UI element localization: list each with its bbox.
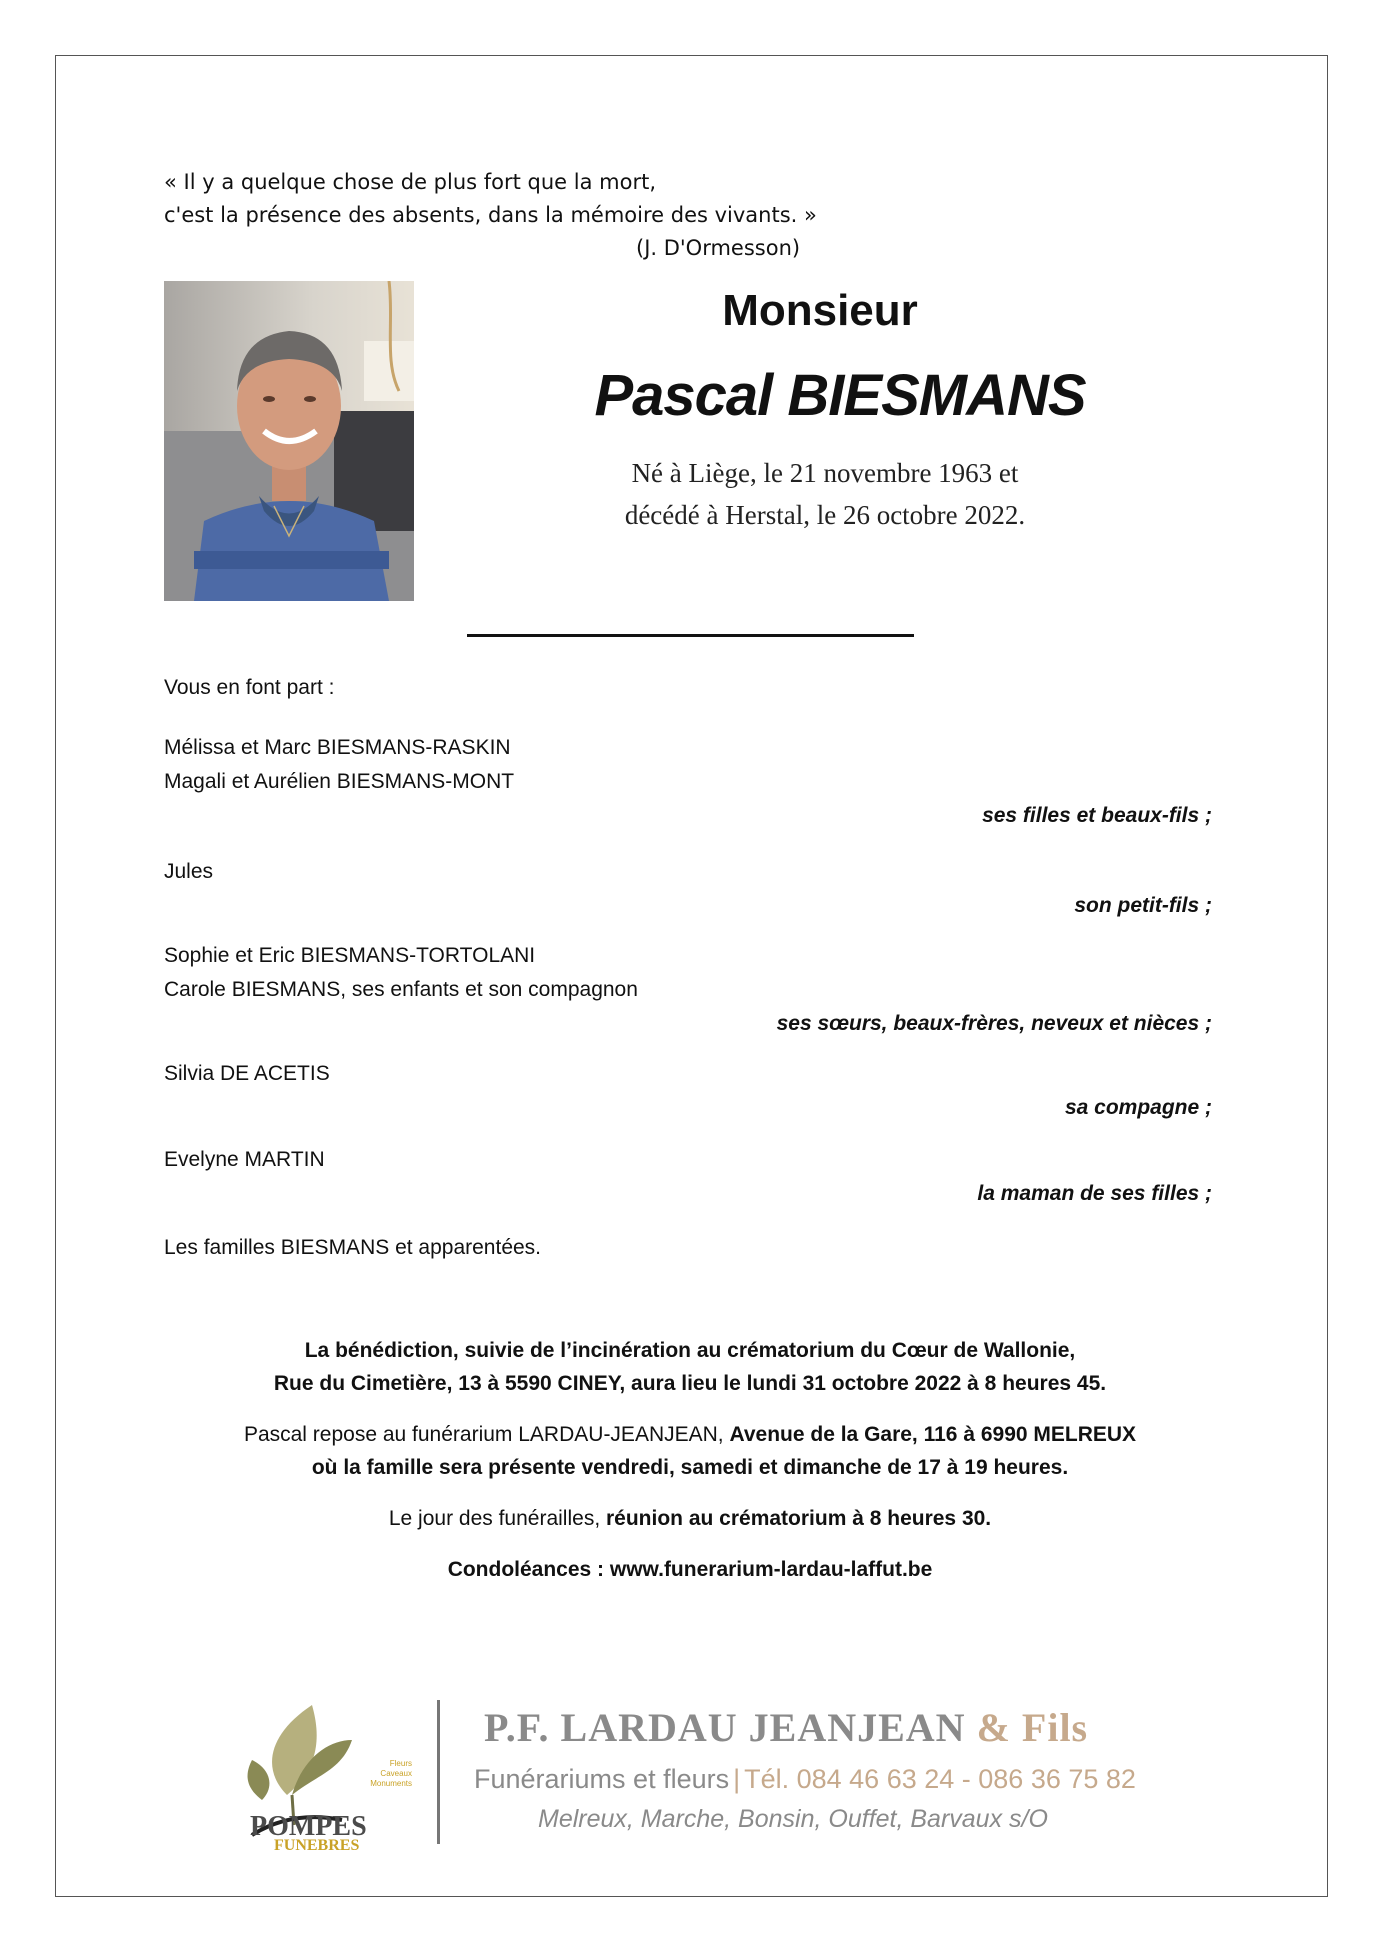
logo-divider xyxy=(437,1700,440,1844)
family-relation: sa compagne ; xyxy=(1064,1096,1212,1119)
repose-text: Pascal repose au funérarium LARDAU-JEANJEAN, xyxy=(243,1423,730,1446)
quote-author: (J. D'Ormesson) xyxy=(636,236,801,260)
family-name: Jules xyxy=(164,860,214,883)
brand-fils: Fils xyxy=(1021,1705,1089,1750)
brand-subtitle: Funérariums et fleurs xyxy=(474,1764,730,1794)
meeting-time: réunion au crématorium à 8 heures 30. xyxy=(606,1507,992,1530)
logo-text-bottom: FUNEBRES xyxy=(274,1837,360,1854)
visiting-hours: où la famille sera présente vendredi, samedi et dimanche de 17 à 19 heures. xyxy=(311,1456,1069,1479)
funeral-home-contact xyxy=(474,1764,1136,1795)
birth-line: Né à Liège, le 21 novembre 1963 et xyxy=(631,458,1019,488)
family-intro: Vous en font part : xyxy=(164,676,335,699)
ceremony-announcement xyxy=(120,1334,1260,1400)
quote-line-1: « Il y a quelque chose de plus fort que la mort, xyxy=(164,170,657,194)
funeral-home-locations: Melreux, Marche, Bonsin, Ouffet, Barvaux s/O xyxy=(538,1805,1048,1833)
meeting-text: Le jour des funérailles, xyxy=(388,1507,606,1530)
brand-pf: P.F. xyxy=(484,1705,550,1750)
family-closing: Les familles BIESMANS et apparentées. xyxy=(164,1236,542,1259)
condolences-link: Condoléances : www.funerarium-lardau-laffut.be xyxy=(447,1558,933,1581)
brand-amp: & xyxy=(976,1705,1011,1750)
family-name: Carole BIESMANS, ses enfants et son compagnon xyxy=(164,978,638,1001)
portrait-photo xyxy=(164,281,414,601)
ceremony-line-2: Rue du Cimetière, 13 à 5590 CINEY, aura lieu le lundi 31 octobre 2022 à 8 heures 45. xyxy=(273,1372,1107,1395)
family-name: Evelyne MARTIN xyxy=(164,1148,325,1171)
logo-side-2: Caveaux xyxy=(380,1769,412,1778)
family-name: Magali et Aurélien BIESMANS-MONT xyxy=(164,770,515,793)
repose-info xyxy=(120,1418,1260,1484)
death-line: décédé à Herstal, le 26 octobre 2022. xyxy=(624,500,1026,530)
logo-side-1: Fleurs xyxy=(389,1759,412,1768)
meeting-info xyxy=(120,1502,1260,1535)
deceased-name: Pascal BIESMANS xyxy=(594,363,1086,428)
family-relation: son petit-fils ; xyxy=(1074,894,1212,917)
separator-rule xyxy=(467,634,914,637)
brand-phone: Tél. 084 46 63 24 - 086 36 75 82 xyxy=(744,1764,1136,1794)
brand-main: LARDAU JEANJEAN xyxy=(560,1705,966,1750)
family-relation: ses sœurs, beaux-frères, neveux et nièces ; xyxy=(776,1012,1212,1035)
ceremony-line-1: La bénédiction, suivie de l’incinération au crématorium du Cœur de Wallonie, xyxy=(304,1339,1076,1362)
brand-separator: | xyxy=(733,1764,741,1794)
funeral-home-logo xyxy=(232,1700,422,1855)
logo-text-top: POMPES xyxy=(250,1811,367,1842)
condolences-info xyxy=(120,1553,1260,1586)
birth-death-dates xyxy=(540,452,1110,536)
family-name: Silvia DE ACETIS xyxy=(164,1062,330,1085)
logo-side-3: Monuments xyxy=(370,1779,412,1788)
family-relation: la maman de ses filles ; xyxy=(977,1182,1212,1205)
epitaph-quote xyxy=(164,166,864,260)
family-relation: ses filles et beaux-fils ; xyxy=(982,804,1212,827)
honorific: Monsieur xyxy=(722,286,918,335)
repose-address: Avenue de la Gare, 116 à 6990 MELREUX xyxy=(729,1423,1137,1446)
quote-line-2: c'est la présence des absents, dans la mémoire des vivants. » xyxy=(164,203,817,227)
family-name: Mélissa et Marc BIESMANS-RASKIN xyxy=(164,736,511,759)
family-name: Sophie et Eric BIESMANS-TORTOLANI xyxy=(164,944,536,967)
funeral-home-name xyxy=(484,1704,1088,1751)
